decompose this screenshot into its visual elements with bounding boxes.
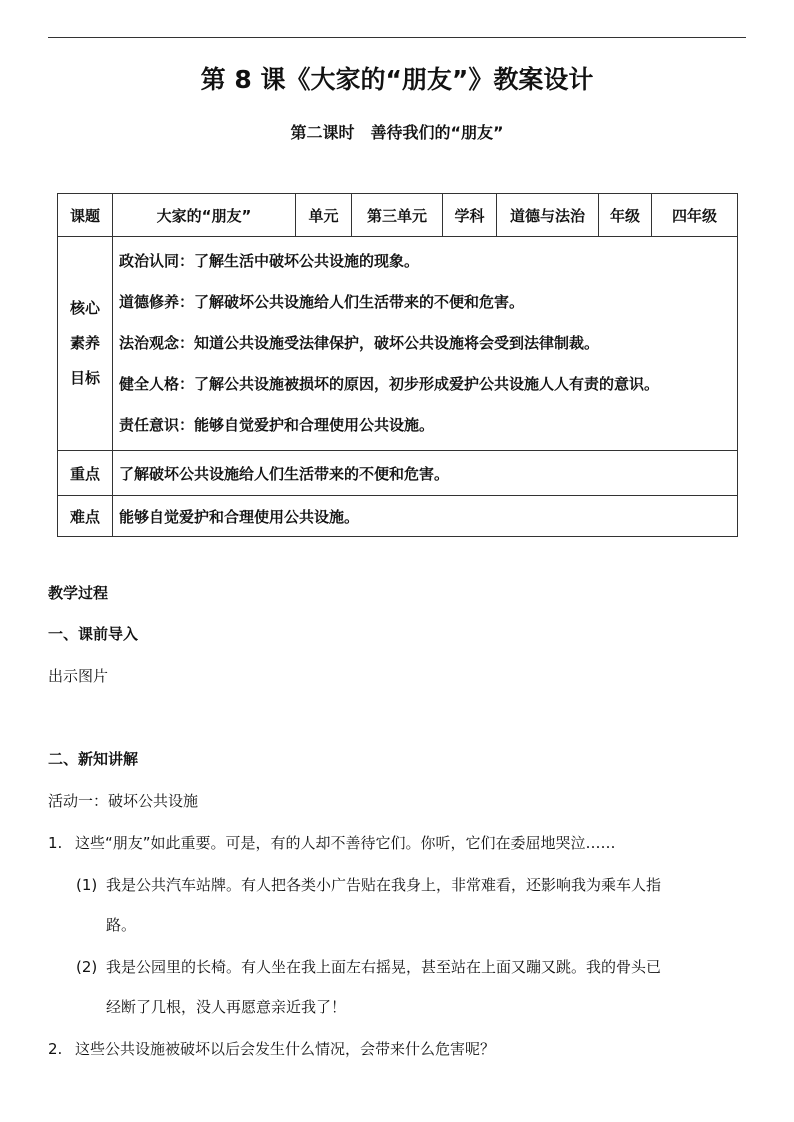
goal-legal: 法治观念：知道公共设施受法律保护，破坏公共设施将会受到法律制裁。 — [119, 334, 600, 352]
key-point-label: 重点 — [58, 451, 113, 496]
sub-list-item — [76, 956, 661, 978]
difficulty-row — [58, 496, 738, 537]
core-goals-label-line: 素养 — [69, 334, 100, 352]
document-subtitle: 第二课时 善待我们的“朋友” — [290, 123, 504, 142]
key-point-row — [58, 451, 738, 496]
grade-label: 年级 — [599, 194, 652, 237]
sub-list-item — [76, 874, 661, 896]
list-item-text: 这些“朋友”如此重要。可是，有的人却不善待它们。你听，它们在委屈地哭泣…… — [75, 834, 616, 852]
section-intro-heading: 一、课前导入 — [48, 625, 139, 643]
table-header-row — [58, 194, 738, 237]
core-goals-list — [113, 237, 738, 451]
list-item-text: 这些公共设施被破坏以后会发生什么情况，会带来什么危害呢？ — [75, 1040, 496, 1058]
subject-label: 学科 — [443, 194, 497, 237]
core-goals-label — [58, 237, 113, 451]
header-rule — [48, 37, 746, 38]
difficulty-label: 难点 — [58, 496, 113, 537]
topic-label: 课题 — [58, 194, 113, 237]
list-item — [48, 832, 616, 854]
unit-label: 单元 — [296, 194, 352, 237]
subject-value: 道德与法治 — [497, 194, 599, 237]
unit-value: 第三单元 — [352, 194, 443, 237]
core-goals-row — [58, 237, 738, 451]
goal-political: 政治认同：了解生活中破坏公共设施的现象。 — [119, 252, 420, 270]
list-item — [48, 1038, 495, 1060]
document-title: 第 8 课《大家的“朋友”》教案设计 — [200, 65, 594, 94]
core-goals-label-line: 目标 — [69, 369, 100, 387]
sub-item-number: (2) — [76, 958, 98, 976]
sub-item-continuation: 路。 — [106, 916, 137, 934]
sub-item-continuation: 经断了几根，没人再愿意亲近我了！ — [106, 998, 347, 1016]
grade-value: 四年级 — [652, 194, 738, 237]
sub-item-text: 我是公园里的长椅。有人坐在我上面左右摇晃，甚至站在上面又蹦又跳。我的骨头已 — [106, 958, 662, 976]
list-item-number: 1. — [48, 834, 63, 852]
activity-title: 活动一：破坏公共设施 — [48, 792, 199, 810]
core-goals-label-line: 核心 — [69, 299, 100, 317]
process-heading: 教学过程 — [48, 584, 109, 602]
topic-value: 大家的“朋友” — [113, 194, 296, 237]
section-intro-text: 出示图片 — [48, 667, 109, 685]
goal-responsibility: 责任意识：能够自觉爱护和合理使用公共设施。 — [119, 416, 435, 434]
sub-item-number: (1) — [76, 876, 98, 894]
section-new-knowledge-heading: 二、新知讲解 — [48, 750, 139, 768]
sub-item-text: 我是公共汽车站牌。有人把各类小广告贴在我身上，非常难看，还影响我为乘车人指 — [106, 876, 662, 894]
list-item-number: 2. — [48, 1040, 63, 1058]
lesson-info-table — [57, 193, 738, 537]
key-point-value: 了解破坏公共设施给人们生活带来的不便和危害。 — [113, 451, 738, 496]
difficulty-value: 能够自觉爱护和合理使用公共设施。 — [113, 496, 738, 537]
goal-personality: 健全人格：了解公共设施被损坏的原因，初步形成爱护公共设施人人有责的意识。 — [119, 375, 660, 393]
goal-moral: 道德修养：了解破坏公共设施给人们生活带来的不便和危害。 — [119, 293, 525, 311]
